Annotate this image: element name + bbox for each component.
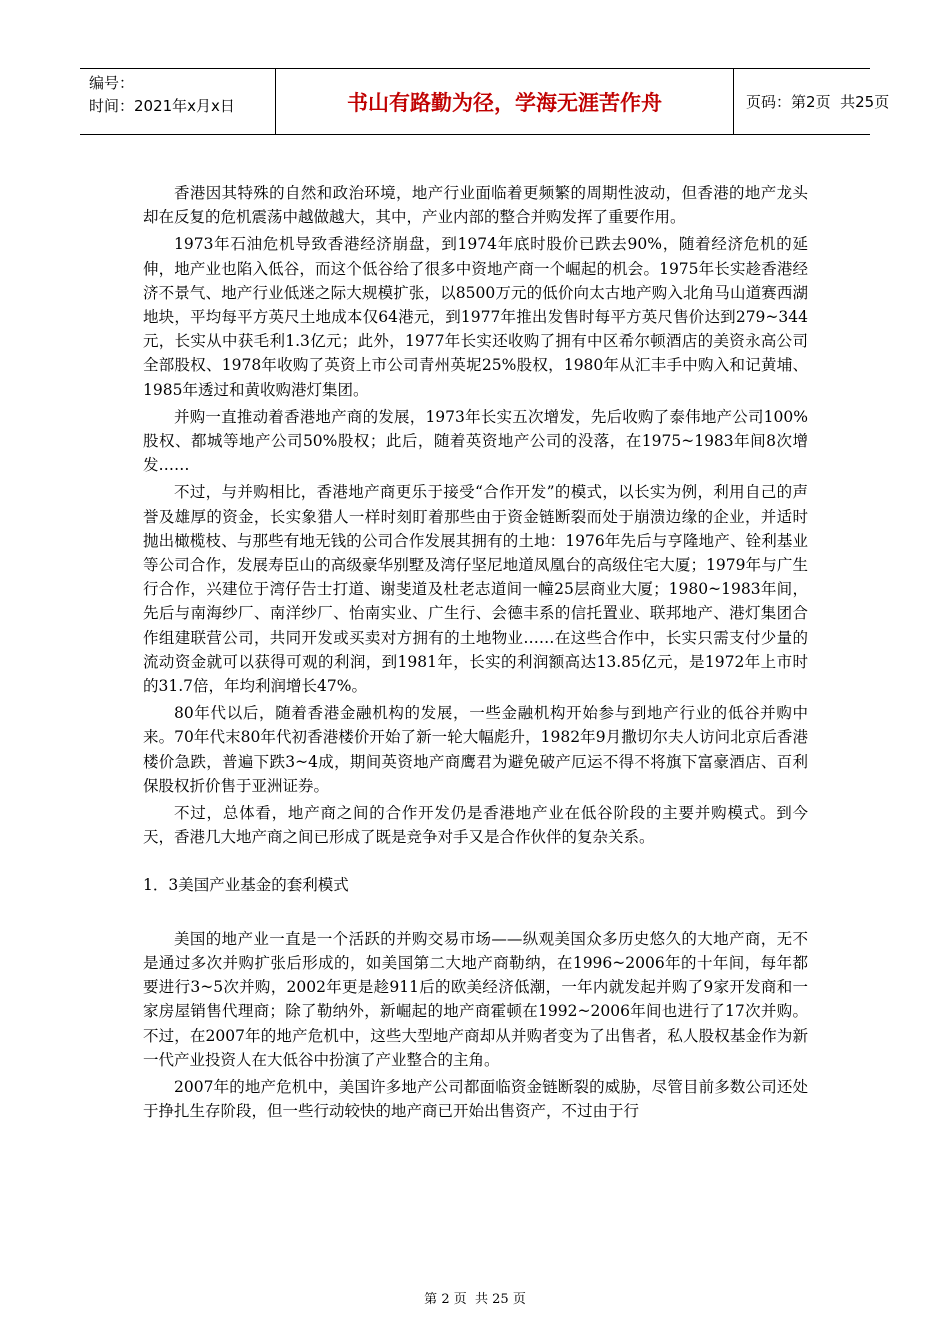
paragraph: 1973年石油危机导致香港经济崩盘，到1974年底时股价已跌去90%，随着经济危机的延伸，地产业也陷入低谷，而这个低谷给了很多中资地产商一个崛起的机会。1975年长实趁香港经济不景气、地产行业低迷之际大规模扩张，以8500万元的低价向太古地产购入北角马山道赛西湖地块，平均每平方英尺土地成本仅64港元，到1977年推出发售时每平方英尺售价达到279~344元，长实从中获毛利1.3亿元；此外，1977年长实还收购了拥有中区希尔顿酒店的美资永高公司全部股权、1978年收购了英资上市公司青州英坭25%股权，1980年从汇丰手中购入和记黄埔、1985年透过和黄收购港灯集团。 [143, 235, 808, 399]
paragraph: 80年代以后，随着香港金融机构的发展，一些金融机构开始参与到地产行业的低谷并购中来。70年代末80年代初香港楼价开始了新一轮大幅彪升，1982年9月撒切尔夫人访问北京后香港楼价急跌，普遍下跌3~4成，期间英资地产商鹰君为避免破产厄运不得不将旗下富豪酒店、百利保股权折价售于亚洲证券。 [143, 704, 808, 795]
header-motto: 书山有路勤为径，学海无涯苦作舟 [276, 69, 734, 134]
paragraph: 不过，与并购相比，香港地产商更乐于接受“合作开发”的模式，以长实为例，利用自己的声誉及雄厚的资金，长实象猎人一样时刻盯着那些由于资金链断裂而处于崩溃边缘的企业，并适时抛出橄榄枝、与那些有地无钱的公司合作发展其拥有的土地：1976年先后与亨隆地产、铨利基业等公司合作，发展寿臣山的高级豪华别墅及湾仔坚尼地道凤凰台的高级住宅大厦；1979年与广生行合作，兴建位于湾仔告士打道、谢斐道及杜老志道间一幢25层商业大厦；1980~1983年间，先后与南海纱厂、南洋纱厂、怡南实业、广生行、会德丰系的信托置业、联邦地产、港灯集团合作组建联营公司，共同开发或买卖对方拥有的土地物业……在这些合作中，长实只需支付少量的流动资金就可以获得可观的利润，到1981年，长实的利润额高达13.85亿元，是1972年上市时的31.7倍，年均利润增长47%。 [143, 483, 808, 696]
footer-total: 25 [492, 1292, 509, 1307]
paragraph: 2007年的地产危机中，美国许多地产公司都面临资金链断裂的威胁，尽管目前多数公司还处于挣扎生存阶段，但一些行动较快的地产商已开始出售资产，不过由于行 [143, 1077, 808, 1121]
header-page-info [734, 69, 890, 134]
header-meta-cell [80, 69, 276, 134]
paragraph: 美国的地产业一直是一个活跃的并购交易市场——纵观美国众多历史悠久的大地产商，无不是通过多次并购扩张后形成的，如美国第二大地产商勒纳，在1996~2006年的十年间，每年都要进行3~5次并购，2002年更是趁911后的欧美经济低潮，一年内就发起并购了9家开发商和一家房屋销售代理商；除了勒纳外，新崛起的地产商霍顿在1992~2006年间也进行了17次并购。不过，在2007年的地产危机中，这些大型地产商却从并购者变为了出售者，私人股权基金作为新一代产业投资人在大低谷中扮演了产业整合的主角。 [143, 929, 808, 1069]
footer-suffix: 页 [512, 1292, 526, 1307]
time-label: 时间：2021年x月x日 [89, 97, 235, 115]
paragraph: 并购一直推动着香港地产商的发展，1973年长实五次增发，先后收购了泰伟地产公司100%股权、都城等地产公司50%股权；此后，随着英资地产公司的没落，在1975~1983年间8次增发…… [143, 407, 808, 475]
page-suffix: 页 [874, 93, 890, 111]
page-total: 25 [855, 92, 875, 111]
paragraph: 不过，总体看，地产商之间的合作开发仍是香港地产业在低谷阶段的主要并购模式。到今天，香港几大地产商之间已形成了既是竞争对手又是合作伙伴的复杂关系。 [143, 804, 808, 847]
paragraph: 香港因其特殊的自然和政治环境，地产行业面临着更频繁的周期性波动，但香港的地产龙头却在反复的危机震荡中越做越大，其中，产业内部的整合并购发挥了重要作用。 [143, 184, 808, 227]
page-prefix: 页码：第 [746, 93, 807, 111]
footer-middle: 页 共 [453, 1292, 488, 1307]
footer-current: 2 [441, 1292, 450, 1307]
page-header [80, 68, 890, 135]
page-footer [0, 1288, 950, 1307]
number-label: 编号： [89, 74, 135, 92]
footer-prefix: 第 [424, 1292, 438, 1307]
document-body [143, 181, 808, 1123]
page-current: 2 [806, 92, 816, 111]
section-heading: 1．3美国产业基金的套利模式 [143, 876, 349, 895]
page-middle: 页 共 [815, 93, 856, 111]
